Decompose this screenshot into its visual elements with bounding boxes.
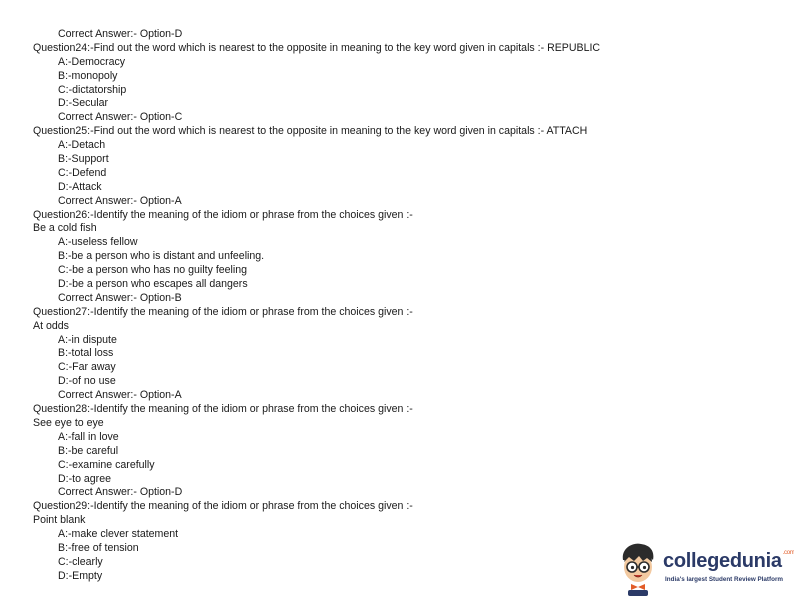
answer-line: B:-free of tension xyxy=(58,541,139,554)
answer-line: B:-be a person who is distant and unfeeling. xyxy=(58,250,265,263)
answer-line: D:-Secular xyxy=(58,97,109,110)
logo-wordmark xyxy=(663,550,794,573)
mascot-icon xyxy=(617,540,661,596)
question-line: Be a cold fish xyxy=(33,222,97,235)
answer-line: A:-in dispute xyxy=(58,333,117,346)
answer-line: C:-Far away xyxy=(58,361,116,374)
question-line: At odds xyxy=(33,319,69,332)
answer-line: C:-clearly xyxy=(58,555,103,568)
document-body xyxy=(0,28,793,584)
question-line: Question28:-Identify the meaning of the idiom or phrase from the choices given :- xyxy=(33,403,413,416)
question-line: Question25:-Find out the word which is nearest to the opposite in meaning to the key word given in capitals :- ATTACH xyxy=(33,125,588,138)
question-line: Question26:-Identify the meaning of the idiom or phrase from the choices given :- xyxy=(33,208,413,221)
answer-line: D:-to agree xyxy=(58,472,111,485)
answer-line: A:-make clever statement xyxy=(58,528,179,541)
answer-line: D:-Attack xyxy=(58,180,102,193)
answer-line: B:-total loss xyxy=(58,347,114,360)
answer-line: A:-useless fellow xyxy=(58,236,138,249)
answer-line: C:-dictatorship xyxy=(58,83,127,96)
answer-line: A:-Democracy xyxy=(58,55,126,68)
question-line: Point blank xyxy=(33,514,86,527)
answer-line: D:-Empty xyxy=(58,569,103,582)
answer-line: A:-Detach xyxy=(58,139,106,152)
logo-tld: .com xyxy=(782,550,794,556)
answer-line: B:-monopoly xyxy=(58,69,118,82)
answer-line: D:-be a person who escapes all dangers xyxy=(58,278,248,291)
answer-line: Correct Answer:- Option-D xyxy=(58,28,183,40)
answer-line: C:-examine carefully xyxy=(58,458,155,471)
question-line: See eye to eye xyxy=(33,416,104,429)
answer-line: D:-of no use xyxy=(58,375,116,388)
answer-line: Correct Answer:- Option-D xyxy=(58,486,183,499)
logo-tagline: India's largest Student Review Platform xyxy=(665,576,784,583)
answer-line: Correct Answer:- Option-A xyxy=(58,194,182,207)
answer-line: B:-be careful xyxy=(58,444,119,457)
collegedunia-logo xyxy=(617,540,794,598)
answer-line: C:-Defend xyxy=(58,166,107,179)
answer-line: A:-fall in love xyxy=(58,430,119,443)
answer-line: Correct Answer:- Option-B xyxy=(58,291,182,304)
question-line: Question24:-Find out the word which is nearest to the opposite in meaning to the key word given in capitals :- REPUBLIC xyxy=(33,41,601,54)
question-line: Question27:-Identify the meaning of the idiom or phrase from the choices given :- xyxy=(33,305,413,318)
logo-name: collegedunia xyxy=(663,550,782,572)
answer-line: Correct Answer:- Option-A xyxy=(58,389,182,402)
question-line: Question29:-Identify the meaning of the idiom or phrase from the choices given :- xyxy=(33,500,413,513)
answer-line: C:-be a person who has no guilty feeling xyxy=(58,264,248,277)
answer-line: B:-Support xyxy=(58,153,109,166)
answer-line: Correct Answer:- Option-C xyxy=(58,111,183,124)
